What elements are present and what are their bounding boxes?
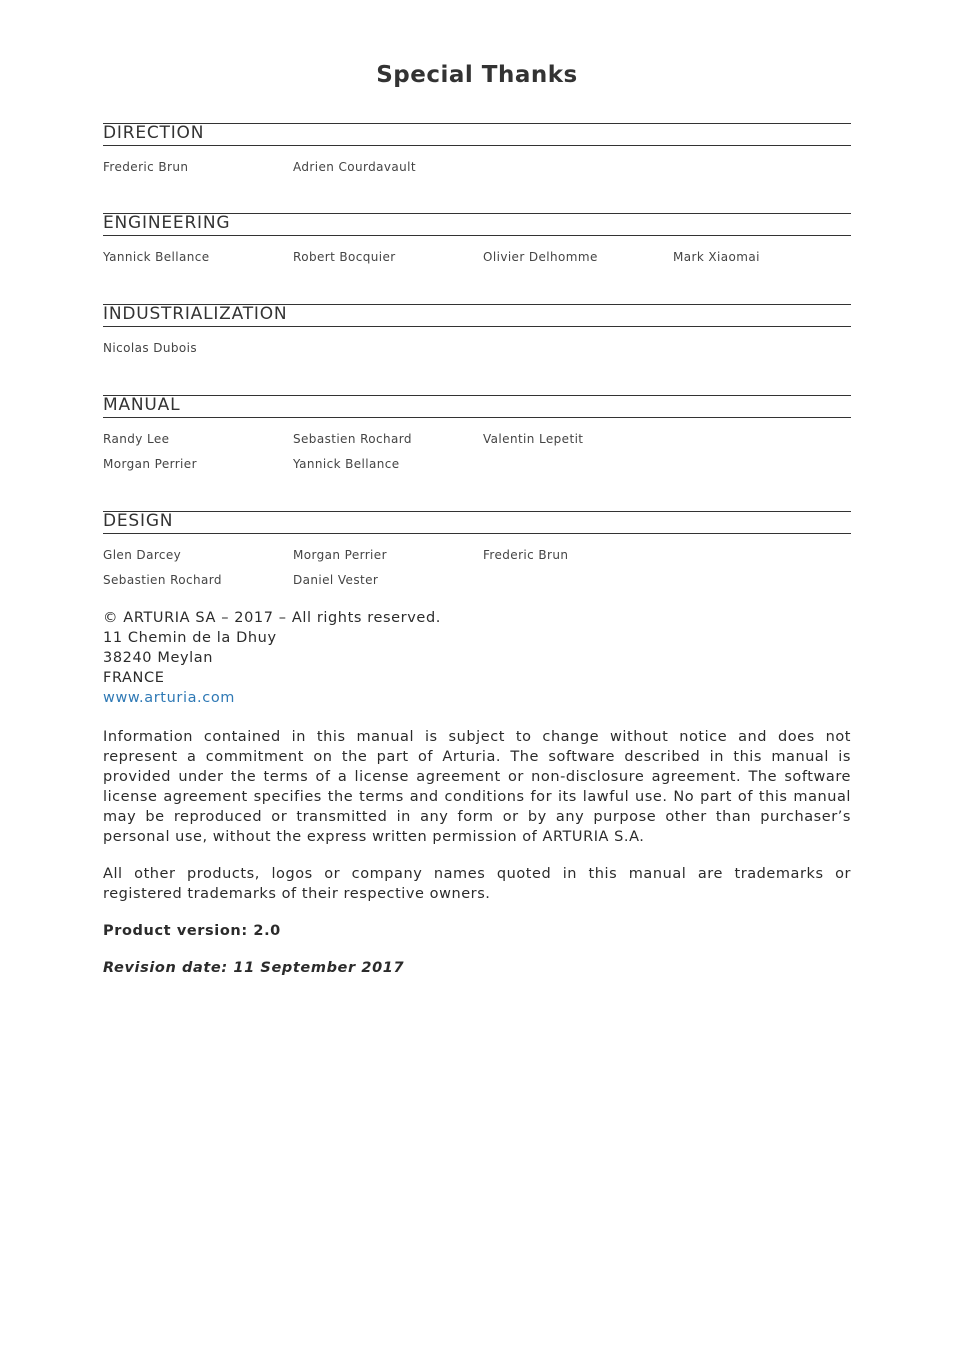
section-title: ENGINEERING (103, 213, 231, 233)
product-version: Product version: 2.0 (103, 923, 281, 939)
credit-name: Morgan Perrier (293, 548, 387, 562)
name-row (103, 249, 851, 274)
section-header (103, 395, 851, 418)
name-row (103, 340, 851, 365)
credit-name: Sebastien Rochard (103, 573, 222, 587)
credit-name: Sebastien Rochard (293, 432, 412, 446)
section-header (103, 123, 851, 146)
company-address (103, 608, 441, 708)
section-title: DESIGN (103, 511, 174, 531)
credit-name: Randy Lee (103, 432, 170, 446)
section-header (103, 511, 851, 534)
address-city: 38240 Meylan (103, 650, 214, 666)
name-list (103, 431, 851, 481)
credit-name: Olivier Delhomme (483, 250, 598, 264)
section-title: MANUAL (103, 395, 181, 415)
credit-name: Yannick Bellance (293, 457, 400, 471)
legal-notice-paragraph: Information contained in this manual is subject to change without notice and does not represent a commitment on the part of Arturia. The software described in this manual is provided under the terms of a license agreement or non-disclosure agreement. The software license agreement specifies the terms and conditions for its lawful use. No part of this manual may be reproduced or transmitted in any form or by any purpose other than purchaser’s personal use, without the express written permission of ARTURIA S.A. (103, 729, 851, 845)
revision-date: Revision date: 11 September 2017 (103, 960, 405, 976)
credit-name: Frederic Brun (103, 160, 189, 174)
name-list (103, 547, 851, 597)
name-row (103, 431, 851, 456)
section-header (103, 304, 851, 327)
section-engineering (103, 213, 851, 274)
credit-name: Daniel Vester (293, 573, 379, 587)
name-list (103, 159, 851, 184)
name-row (103, 572, 851, 597)
name-row (103, 159, 851, 184)
name-row (103, 456, 851, 481)
section-manual (103, 395, 851, 481)
credit-name: Valentin Lepetit (483, 432, 584, 446)
section-header (103, 213, 851, 236)
website-link[interactable]: www.arturia.com (103, 690, 236, 706)
credit-name: Mark Xiaomai (673, 250, 760, 264)
section-title: INDUSTRIALIZATION (103, 304, 288, 324)
credit-name: Nicolas Dubois (103, 341, 197, 355)
credit-name: Frederic Brun (483, 548, 569, 562)
name-list (103, 249, 851, 274)
credit-name: Glen Darcey (103, 548, 182, 562)
credit-name: Yannick Bellance (103, 250, 210, 264)
page-title: Special Thanks (376, 62, 578, 88)
section-design (103, 511, 851, 597)
name-row (103, 547, 851, 572)
section-direction (103, 123, 851, 184)
copyright-line: © ARTURIA SA – 2017 – All rights reserved. (103, 610, 441, 626)
section-industrialization (103, 304, 851, 365)
name-list (103, 340, 851, 365)
address-country: FRANCE (103, 670, 165, 686)
trademark-notice-paragraph: All other products, logos or company names quoted in this manual are trademarks or registered trademarks of their respective owners. (103, 866, 851, 902)
section-title: DIRECTION (103, 123, 205, 143)
credit-name: Morgan Perrier (103, 457, 197, 471)
address-street: 11 Chemin de la Dhuy (103, 630, 277, 646)
credit-name: Adrien Courdavault (293, 160, 417, 174)
credit-name: Robert Bocquier (293, 250, 396, 264)
